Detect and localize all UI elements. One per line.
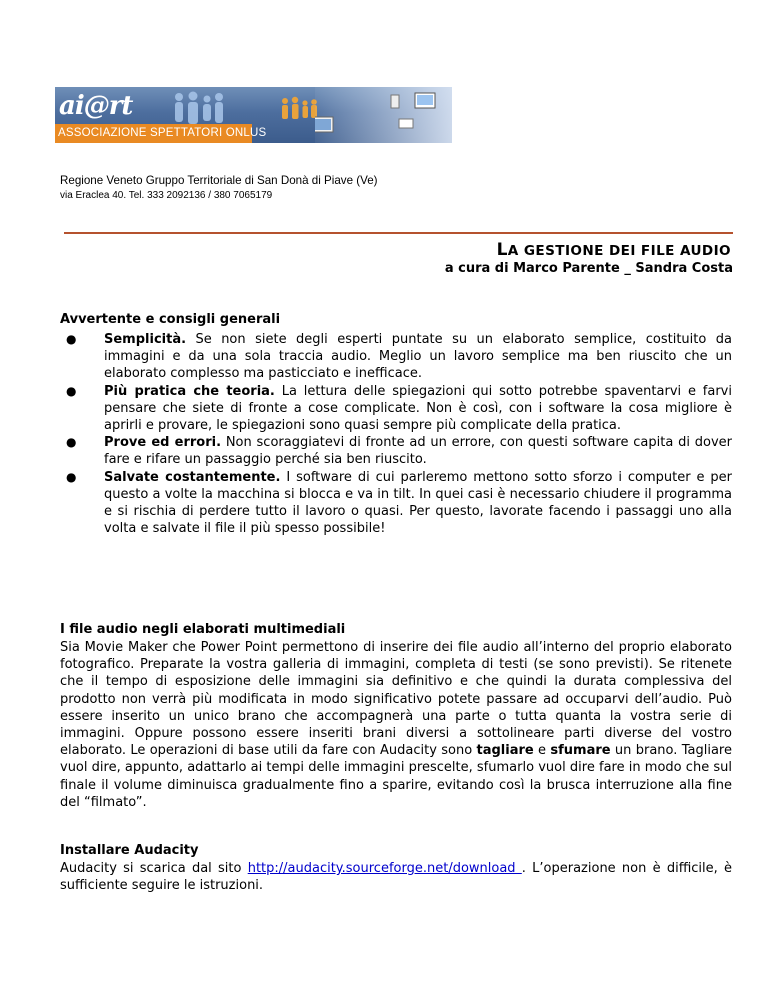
document-byline: a cura di Marco Parente _ Sandra Costa — [444, 261, 733, 276]
document-title — [497, 240, 731, 260]
organization-address: via Eraclea 40. Tel. 333 2092136 / 380 7065179 — [60, 190, 273, 201]
list-item — [60, 331, 732, 383]
list-item-text: La lettura delle spiegazioni qui sotto potrebbe spaventarvi e farvi pensare che siete di fronte a cose complicate. Non è così, con i software la cosa migliore è aprirli e provare, le spiegazioni sono quasi sempre più complicate della pratica. — [104, 383, 732, 434]
paragraph-text: . L’operazione non è difficile, è sufficiente seguire le istruzioni. — [60, 861, 733, 894]
section-heading-general-advice: Avvertente e consigli generali — [60, 312, 281, 327]
paragraph-text: Sia Movie Maker che Power Point permettono di inserire dei file audio all’interno del proprio elaborato fotografico. Preparate la vostra galleria di immagini, completa di testi (se sono previsti). Se ritenete che il tempo di esposizione delle immagini sia definitivo e che quindi la durata complessiva del prodotto non verrà più modificata in modo significativo potete passare ad occuparvi dell’audio. Può essere inserito un unico brano che accompagnerà una parte o tutta quanta la vostra serie di immagini. Oppure possono essere inseriti brani diversi a sottolineare parti diverse del vostro elaborato. Le operazioni di base utili da fare con Audacity sono — [60, 640, 732, 759]
title-initial: L — [496, 240, 508, 260]
brand-logo-text: ai@rt — [59, 91, 133, 121]
brand-tagline: ASSOCIAZIONE SPETTATORI ONLUS — [55, 124, 252, 143]
paragraph-text: Audacity si scarica dal sito — [60, 861, 248, 876]
media-devices-graphic — [315, 87, 452, 143]
list-item-text: Non scoraggiatevi di fronte ad un errore, con questi software capita di dover fare e rifare un passaggio perché sia ben riuscito. — [104, 435, 732, 468]
paragraph-bold-term: tagliare — [476, 743, 534, 759]
list-item — [60, 383, 732, 435]
paragraph-bold-term: sfumare — [550, 743, 611, 759]
list-item-text: I software di cui parleremo mettono sotto sforzo i computer e per questo a volte la macchina si blocca e va in tilt. In quei casi è necessario chiudere il programma e si rischia di perdere tutto il lavoro o quasi. Per questo, lavorate facendo i passaggi uno alla volta e salvate il file il più spesso possibile! — [104, 469, 732, 537]
header-divider — [64, 232, 733, 234]
bullet-icon: ● — [66, 435, 77, 450]
list-item-lead: Semplicità. — [104, 332, 187, 347]
audacity-download-link[interactable]: http://audacity.sourceforge.net/download — [247, 861, 522, 876]
bullet-icon: ● — [66, 383, 77, 398]
tv-icon — [315, 87, 452, 143]
paragraph-text: e — [533, 743, 551, 759]
bullet-icon: ● — [66, 469, 77, 484]
install-paragraph — [60, 860, 732, 894]
section-heading-install-audacity: Installare Audacity — [60, 843, 199, 858]
list-item-lead: Prove ed errori. — [104, 435, 222, 451]
logo-banner — [55, 87, 452, 143]
paragraph-text: un brano. Tagliare vuol dire, appunto, adattarlo ai tempi delle immagini prescelte, sfumarlo vuol dire fare in modo che sul finale il volume diminuisca gradualmente fino a sparire, evitando così la brusca interruzione alla fine del “filmato”. — [60, 743, 732, 810]
list-item-lead: Più pratica che teoria. — [104, 383, 275, 399]
organization-name: Regione Veneto Gruppo Territoriale di San Donà di Piave (Ve) — [60, 174, 378, 187]
list-item-lead: Salvate costantemente. — [104, 469, 281, 485]
advice-list — [60, 331, 732, 537]
people-icon — [173, 91, 323, 125]
list-item — [60, 434, 732, 468]
title-rest: A GESTIONE DEI FILE AUDIO — [507, 243, 731, 259]
bullet-icon: ● — [66, 332, 77, 346]
audio-files-paragraph — [60, 639, 732, 811]
list-item — [60, 469, 732, 538]
list-item-text: Se non siete degli esperti puntate su un elaborato semplice, costituito da immagini e da una sola traccia audio. Meglio un lavoro semplice ma ben riuscito che un elaborato complesso ma pasticciato e inefficace. — [104, 332, 732, 382]
section-heading-audio-files: I file audio negli elaborati multimediali — [60, 622, 346, 637]
